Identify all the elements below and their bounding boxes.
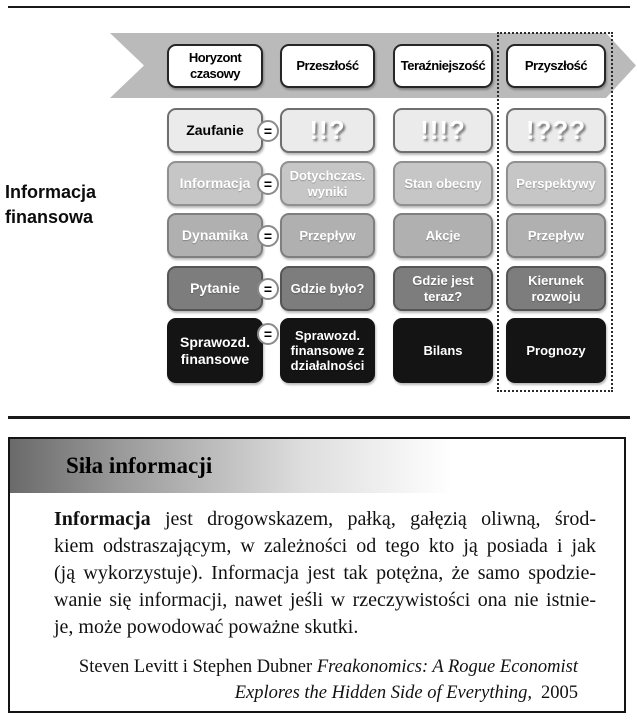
matrix-cell: Przepływ [280,213,375,258]
matrix-cell: Perspektywy [506,161,606,206]
section-divider [8,416,630,419]
info-box-title: Siła informacji [66,453,213,478]
quote-lead-word: Informacja [54,508,151,530]
matrix-cell: Gdzie jest teraz? [393,266,493,311]
matrix-cell: Gdzie było? [280,266,375,311]
quote-line: wanie się informacji, nawet jeśli w rzeczywistości ona nie istnie- [54,589,596,611]
matrix-cell: Sprawozd. finansowe z działalności [280,318,375,383]
matrix-cell: Dotychczas. wyniki [280,161,375,206]
equals-icon: = [257,323,279,345]
info-box-header [10,439,624,493]
attribution-line-2 [10,680,578,706]
quote-paragraph [54,506,596,641]
row-label: Informacja [167,161,263,206]
quote-line: kiem odstraszającym, w zależności od tego kto ją posiada i jak [54,535,596,557]
matrix-cell: Kierunek rozwoju [506,266,606,311]
attribution-year: 2005 [541,683,578,703]
matrix-cell: Prognozy [506,318,606,383]
header-cell-3: Teraźniejszość [393,44,493,88]
matrix-cell: !!!? [393,108,493,153]
figure-side-label: Informacja finansowa [5,182,97,227]
attribution [10,654,624,706]
attribution-line-1 [10,654,578,680]
attribution-book-title-part1: Freakonomics: A Rogue Economist [316,657,578,677]
equals-icon: = [257,278,279,300]
matrix-cell: !!? [280,108,375,153]
row-label: Sprawozd. finansowe [167,318,263,383]
equals-icon: = [257,173,279,195]
quote-line: Informacja jest drogowskazem, pałką, gałęzią oliwną, środ- [54,508,596,530]
quote-line: je, może powodować poważne skutki. [54,616,359,638]
row-label: Zaufanie [167,108,263,153]
matrix-cell: Stan obecny [393,161,493,206]
attribution-authors: Steven Levitt i Stephen Dubner [78,657,313,677]
row-label: Dynamika [167,213,263,258]
matrix-cell: !??? [506,108,606,153]
info-box [8,437,626,713]
header-cell-2: Przeszłość [280,44,375,88]
matrix-cell: Akcje [393,213,493,258]
header-cell-1: Horyzont czasowy [167,44,263,88]
attribution-book-title-part2: Explores the Hidden Side of Everything, [234,683,532,703]
quote-line: (ją wykorzystuje). Informacja jest tak potężna, że samo spodzie- [54,562,596,584]
equals-icon: = [257,225,279,247]
header-cell-4: Przyszłość [506,44,606,88]
equals-icon: = [257,120,279,142]
matrix-cell: Bilans [393,318,493,383]
row-label: Pytanie [167,266,263,311]
matrix-cell: Przepływ [506,213,606,258]
